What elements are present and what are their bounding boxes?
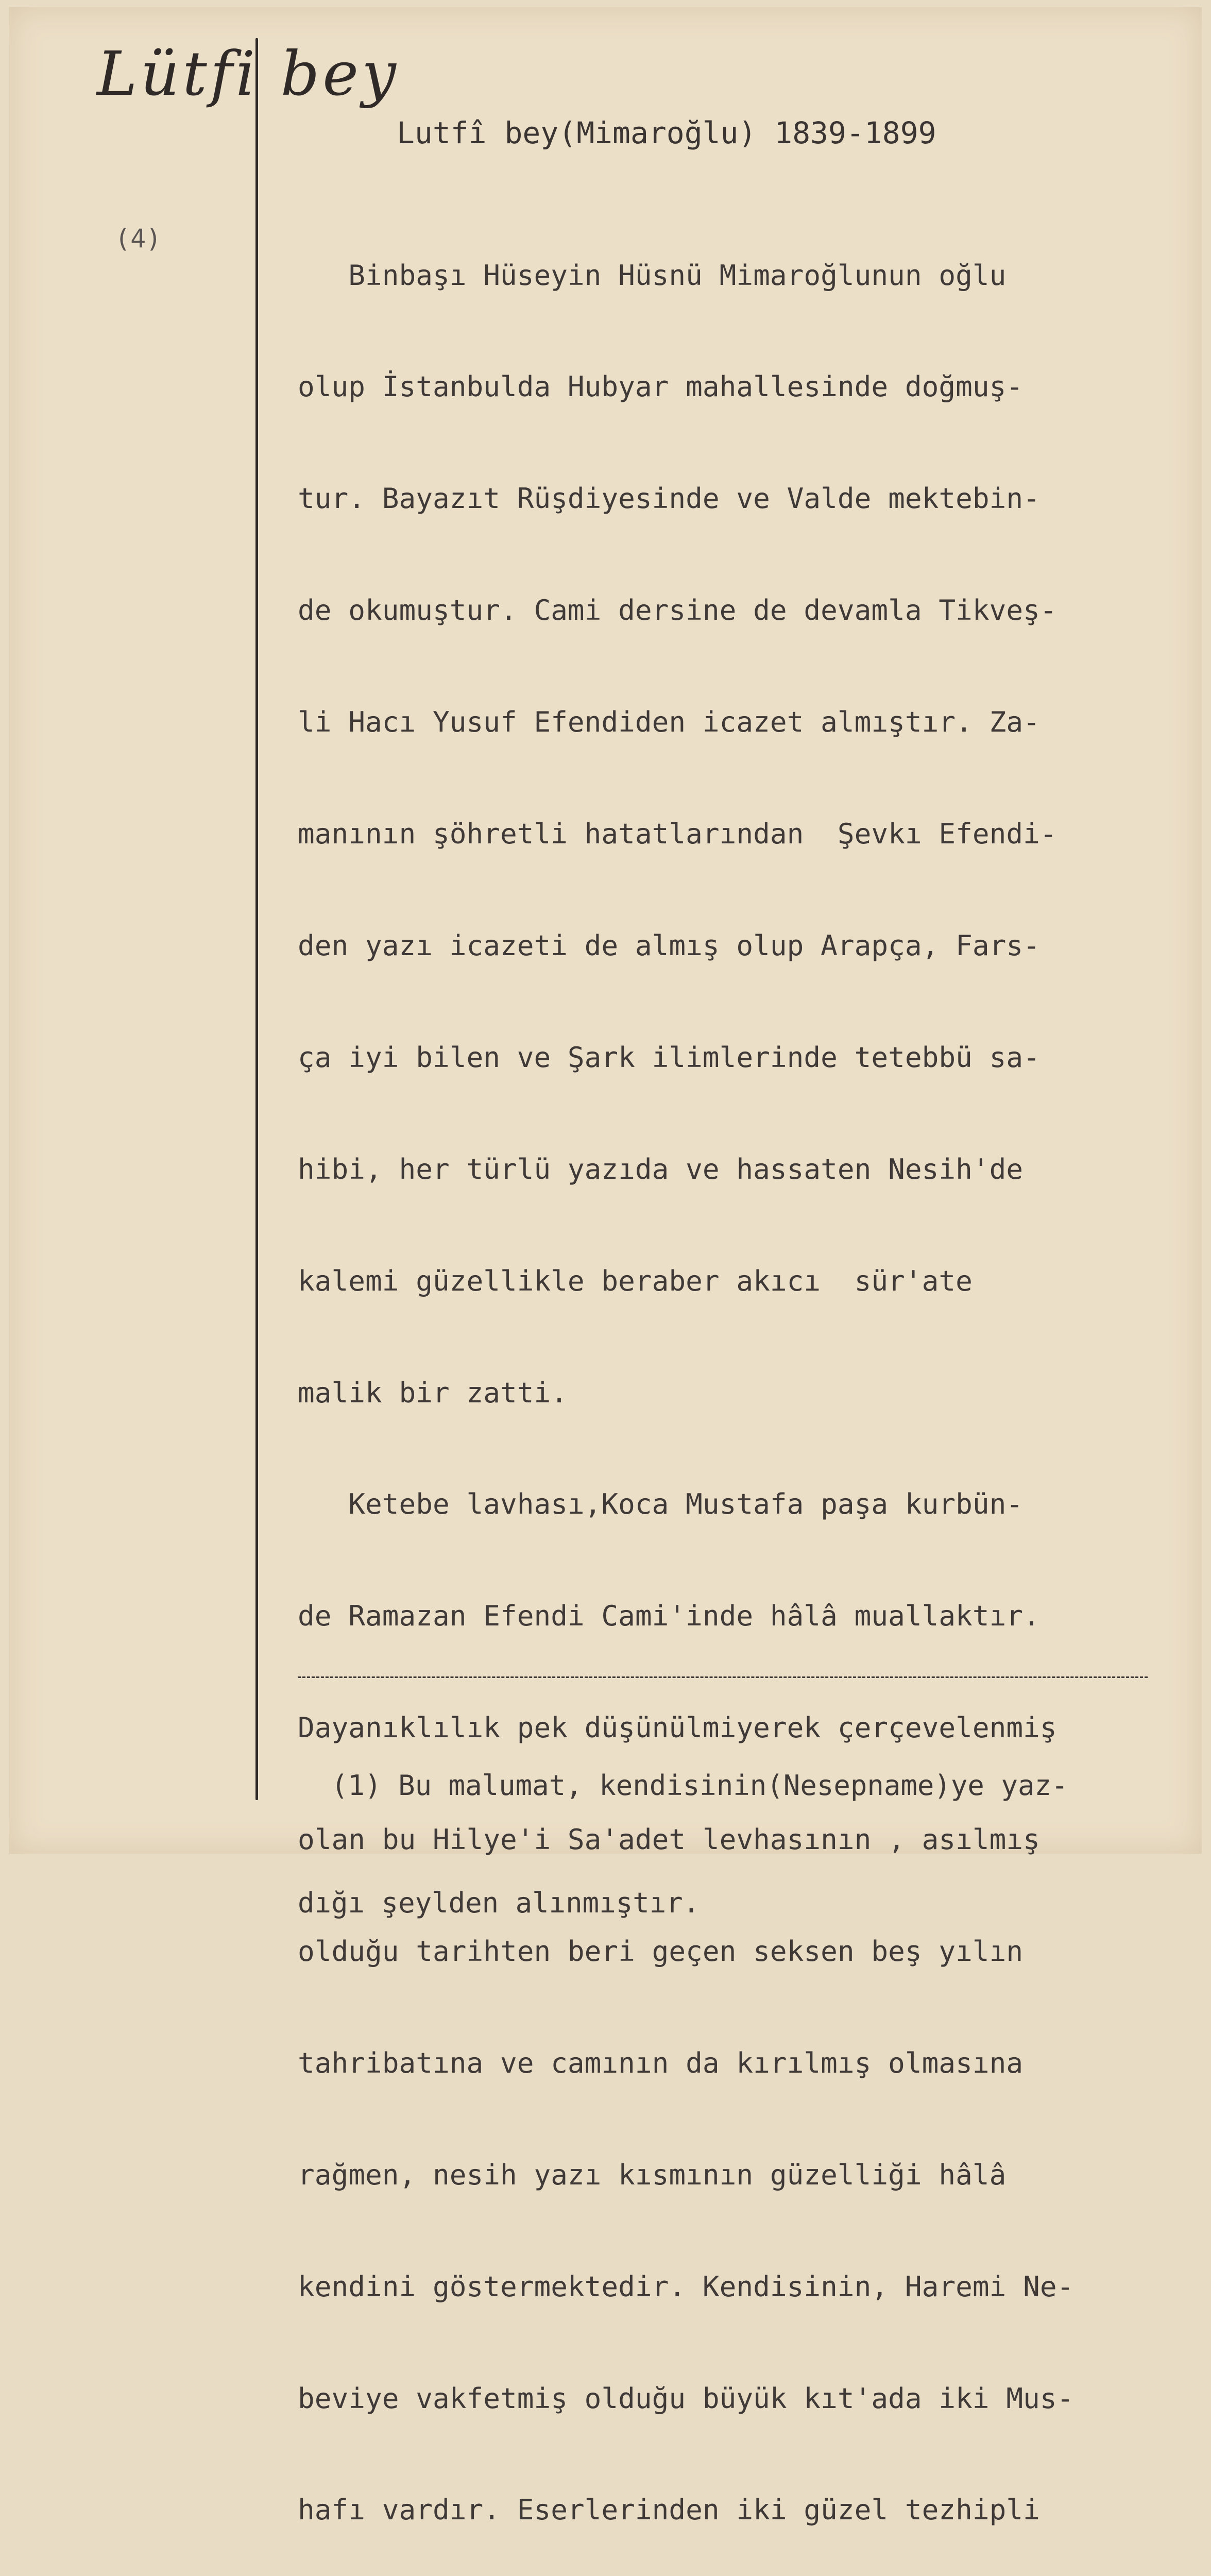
body-line: beviye vakfetmiş olduğu büyük kıt'ada iki Mus- — [298, 2382, 1074, 2415]
body-line: de Ramazan Efendi Cami'inde hâlâ muallaktır. — [298, 1600, 1040, 1633]
footnote-line: dığı şeylden alınmıştır. — [298, 1887, 700, 1919]
body-line: tur. Bayazıt Rüşdiyesinde ve Valde mektebin- — [298, 482, 1040, 515]
body-line: de okumuştur. Cami dersine de devamla Tikveş- — [298, 594, 1057, 627]
footnote-divider — [298, 1676, 1148, 1678]
body-text — [298, 182, 1211, 2576]
body-line: kalemi güzellikle beraber akıcı sür'ate — [298, 1264, 973, 1297]
body-line: olan bu Hilye'i Sa'adet levhasının , asılmış — [298, 1823, 1040, 1856]
body-line: olduğu tarihten beri geçen seksen beş yılın — [298, 1935, 1024, 1968]
body-line: tahribatına ve camının da kırılmış olmasına — [298, 2046, 1024, 2079]
body-line: rağmen, nesih yazı kısmının güzelliği hâlâ — [298, 2158, 1007, 2191]
body-line: manının şöhretli hatatlarından Şevkı Efendi- — [298, 818, 1057, 851]
body-line: Dayanıklılık pek düşünülmiyerek çerçevelenmiş — [298, 1711, 1057, 1744]
body-line: hibi, her türlü yazıda ve hassaten Nesih'de — [298, 1153, 1024, 1185]
margin-rule — [255, 38, 258, 1800]
body-line: olup İstanbulda Hubyar mahallesinde doğmuş- — [298, 370, 1024, 403]
document-page — [9, 7, 1202, 2527]
body-line: ça iyi bilen ve Şark ilimlerinde tetebbü sa- — [298, 1041, 1040, 1074]
document-title: Lutfî bey(Mimaroğlu) 1839-1899 — [397, 115, 936, 150]
body-line: den yazı icazeti de almış olup Arapça, Fars- — [298, 929, 1040, 962]
body-line: li Hacı Yusuf Efendiden icazet almıştır. Za- — [298, 706, 1040, 739]
body-line: Binbaşı Hüseyin Hüsnü Mimaroğlunun oğlu — [298, 259, 1007, 292]
footnote-line: (1) Bu malumat, kendisinin(Nesepname)ye yaz- — [298, 1769, 1068, 1802]
footnote — [298, 1688, 1068, 2001]
body-line: Ketebe lavhası,Koca Mustafa paşa kurbün- — [298, 1488, 1024, 1521]
body-line: hafı vardır. Eserlerinden iki güzel tezhipli — [298, 2494, 1040, 2527]
body-line: kendini göstermektedir. Kendisinin, Haremi Ne- — [298, 2270, 1074, 2303]
page-number: (4) — [115, 224, 162, 253]
handwritten-heading: Lütfi bey — [97, 38, 399, 109]
body-line: malik bir zatti. — [298, 1376, 568, 1409]
